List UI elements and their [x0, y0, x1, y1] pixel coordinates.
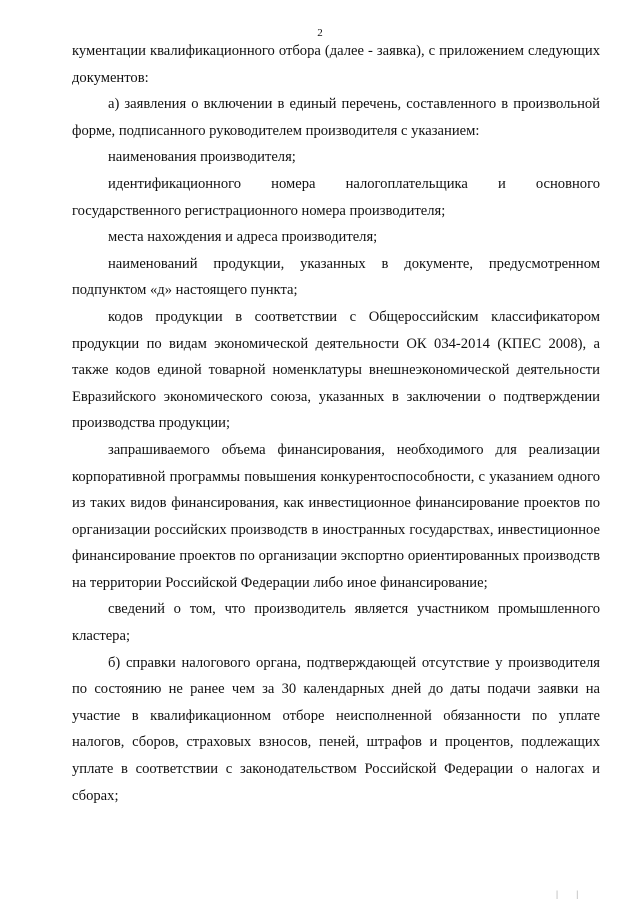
paragraph-continuation: кументации квалификационного отбора (далее - заявка), с приложением следующих документов:	[72, 43, 600, 86]
paragraph-inn-ogrn: идентификационного номера налогоплательщика и основного государственного регистрационного номера производителя;	[72, 175, 600, 219]
paragraph-cluster: сведений о том, что производитель является участником промышленного кластера;	[72, 601, 600, 645]
document-body	[72, 38, 600, 809]
paragraph-product-codes: кодов продукции в соответствии с Общероссийским классификатором продукции по видам экономической деятельности ОК 034-2014 (КПЕС 2008), а также кодов единой товарной номенклатуры внешнеэкономической деятельности Евразийского экономического союза, указанных в заключении о подтверждении производства продукции;	[72, 308, 600, 432]
paragraph-financing: запрашиваемого объема финансирования, необходимого для реализации корпоративной программы повышения конкурентоспособности, с указанием одного из таких видов финансирования, как инвестиционное финансирование проектов по организации российских производств в иностранных государствах, инвестиционное финансирование проектов по организации экспортно ориентированных производств на территории Российской Федерации либо иное финансирование;	[72, 441, 600, 591]
paragraph-address: места нахождения и адреса производителя;	[108, 229, 378, 246]
scan-marks: | |	[556, 889, 586, 899]
paragraph-producer-name: наименования производителя;	[108, 149, 296, 166]
page-number: 2	[317, 27, 323, 39]
paragraph-product-names: наименований продукции, указанных в документе, предусмотренном подпунктом «д» настоящего пункта;	[72, 255, 600, 299]
paragraph-item-a: а) заявления о включении в единый перечень, составленного в произвольной форме, подписанного руководителем производителя с указанием:	[72, 96, 600, 139]
paragraph-item-b: б) справки налогового органа, подтверждающей отсутствие у производителя по состоянию не ранее чем за 30 календарных дней до даты подачи заявки на участие в квалификационном отборе неисполненной обязанности по уплате налогов, сборов, страховых взносов, пеней, штрафов и процентов, подлежащих уплате в соответствии с законодательством Российской Федерации о налогах и сборах;	[72, 654, 600, 804]
